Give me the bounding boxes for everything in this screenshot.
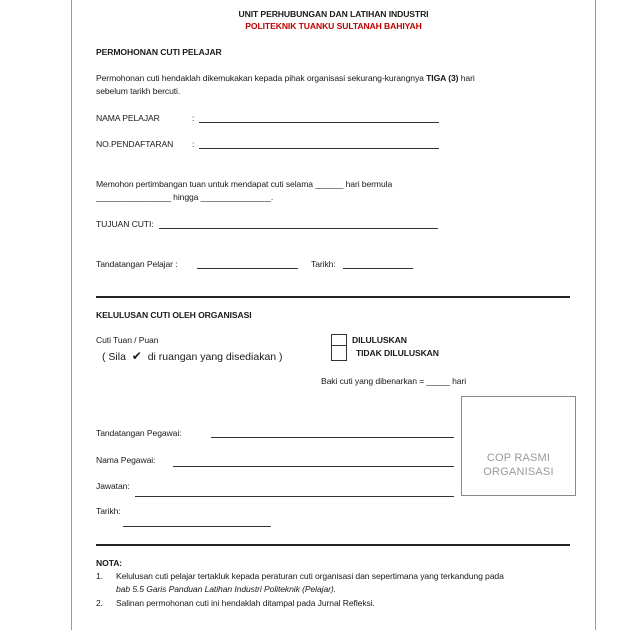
registration-number-field[interactable] — [199, 148, 439, 149]
intro-bold-days: TIGA (3) — [426, 73, 459, 83]
registration-number-label: NO.PENDAFTARAN — [96, 139, 174, 149]
note-2-number: 2. — [96, 598, 103, 608]
officer-name-field[interactable] — [173, 466, 454, 467]
officer-signature-label: Tandatangan Pegawai: — [96, 428, 182, 438]
leave-purpose-label: TUJUAN CUTI: — [96, 219, 154, 229]
approval-section-title: KELULUSAN CUTI OLEH ORGANISASI — [96, 310, 252, 320]
notes-title: NOTA: — [96, 558, 123, 568]
intro-text-end: hari — [458, 73, 475, 83]
instruction-close: di ruangan yang disediakan ) — [147, 351, 283, 363]
rejected-checkbox[interactable] — [331, 345, 347, 361]
officer-position-label: Jawatan: — [96, 481, 130, 491]
official-stamp-box — [461, 396, 576, 496]
application-intro-line1 — [96, 73, 475, 83]
officer-date-field[interactable] — [123, 526, 271, 527]
approval-instruction — [102, 349, 283, 363]
student-date-label: Tarikh: — [311, 259, 336, 269]
notes-divider — [96, 544, 570, 546]
note-1-number: 1. — [96, 571, 103, 581]
registration-number-colon: : — [192, 139, 195, 149]
stamp-text-line2: ORGANISASI — [483, 466, 554, 478]
leave-request-line2[interactable]: ________________ hingga _______________. — [96, 192, 274, 202]
application-intro-line2: sebelum tarikh bercuti. — [96, 86, 181, 96]
officer-position-field[interactable] — [135, 496, 454, 497]
form-page — [71, 0, 596, 630]
student-signature-label: Tandatangan Pelajar : — [96, 259, 178, 269]
check-mark-icon: ✔ — [131, 349, 142, 363]
leave-request-line1[interactable]: Memohon pertimbangan tuan untuk mendapat cuti selama ______ hari bermula — [96, 179, 393, 189]
note-1-line2: bab 5.5 Garis Panduan Latihan Industri Politeknik (Pelajar). — [116, 584, 336, 594]
officer-signature-field[interactable] — [211, 437, 454, 438]
leave-purpose-field[interactable] — [159, 228, 438, 229]
student-signature-field[interactable] — [197, 268, 298, 269]
student-name-colon: : — [192, 113, 195, 123]
rejected-label: TIDAK DILULUSKAN — [356, 348, 439, 358]
application-section-title: PERMOHONAN CUTI PELAJAR — [96, 47, 222, 57]
officer-name-label: Nama Pegawai: — [96, 455, 156, 465]
approved-label: DILULUSKAN — [352, 335, 407, 345]
note-2-line1: Salinan permohonan cuti ini hendaklah ditampal pada Jurnal Refleksi. — [116, 598, 375, 608]
student-name-field[interactable] — [199, 122, 439, 123]
instruction-open: ( Sila — [102, 351, 126, 363]
officer-date-label: Tarikh: — [96, 506, 121, 516]
intro-text: Permohonan cuti hendaklah dikemukakan kepada pihak organisasi sekurang-kurangnya — [96, 73, 427, 83]
form-title-institution: POLITEKNIK TUANKU SULTANAH BAHIYAH — [245, 21, 422, 31]
student-date-field[interactable] — [343, 268, 413, 269]
approval-addressee: Cuti Tuan / Puan — [96, 335, 159, 345]
leave-balance-label[interactable]: Baki cuti yang dibenarkan = _____ hari — [321, 376, 467, 386]
stamp-text-line1: COP RASMI — [486, 452, 551, 464]
note-1-line1: Kelulusan cuti pelajar tertakluk kepada peraturan cuti organisasi dan sepertimana yang terkandung pada — [116, 571, 504, 581]
form-title-unit: UNIT PERHUBUNGAN DAN LATIHAN INDUSTRI — [238, 9, 429, 19]
student-name-label: NAMA PELAJAR — [96, 113, 160, 123]
section-divider — [96, 296, 570, 298]
